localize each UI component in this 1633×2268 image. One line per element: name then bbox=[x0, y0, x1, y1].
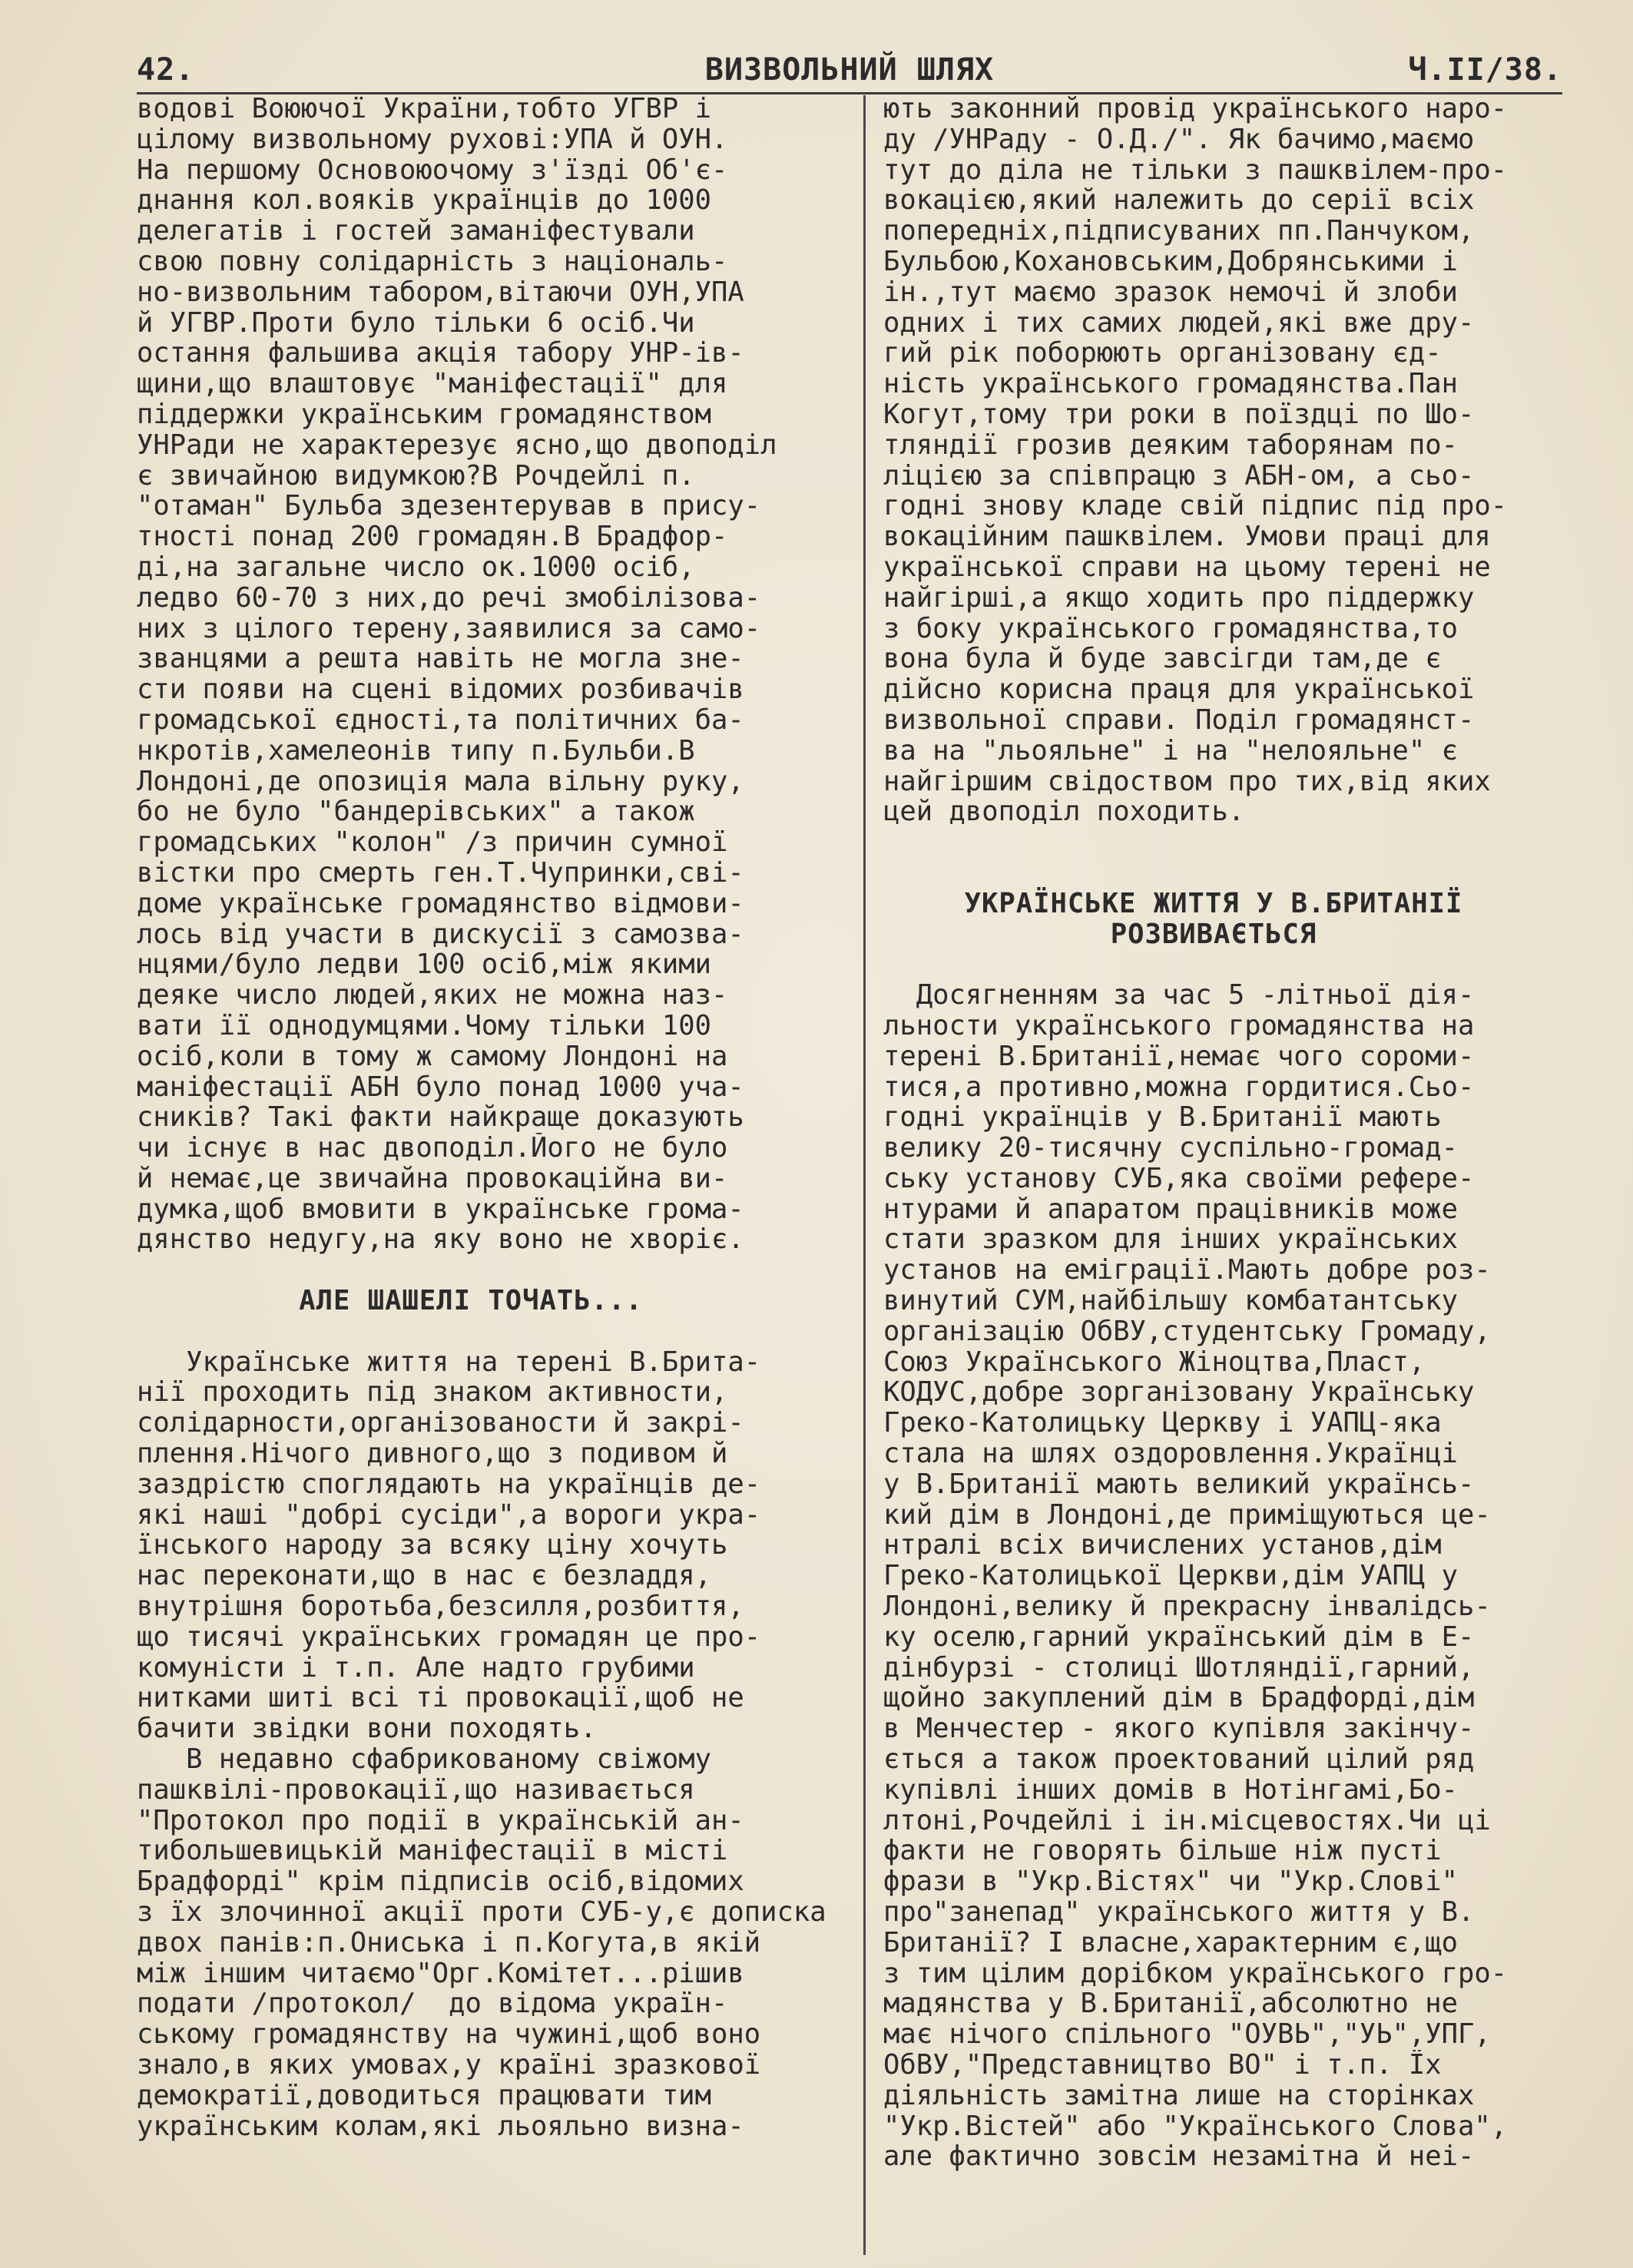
text-line: цей двоподіл походить. bbox=[883, 796, 1245, 828]
text-line: установ на еміграції.Мають добре роз- bbox=[883, 1255, 1491, 1286]
text-line: В недавно сфабрикованому свіжому bbox=[137, 1744, 712, 1775]
text-line: між іншим читаємо"Орг.Комітет...рішив bbox=[137, 1958, 744, 1989]
text-line: думка,щоб вмовити в українське грома- bbox=[137, 1194, 744, 1225]
text-line: піддержки українським громадянством bbox=[137, 399, 712, 430]
text-line: найгірші,а якщо ходить про піддержку bbox=[883, 582, 1475, 614]
text-line: вокацією,який належить до серії всіх bbox=[883, 185, 1475, 217]
text-line: стала на шлях оздоровлення.Українці bbox=[883, 1439, 1459, 1469]
text-line: української справи на цьому терені не bbox=[883, 551, 1491, 583]
text-line: деяке число людей,яких не можна наз- bbox=[137, 980, 728, 1011]
text-line: у В.Британії мають великий українсь- bbox=[883, 1468, 1475, 1500]
text-line: "Протокол про події в українській ан- bbox=[137, 1805, 744, 1836]
text-line: сти появи на сцені відомих розбивачів bbox=[137, 674, 744, 705]
blank-line bbox=[137, 1255, 851, 1286]
text-line: що тисячі українських громадян це про- bbox=[137, 1621, 761, 1653]
text-line: доме українське громадянство відмови- bbox=[137, 888, 744, 919]
text-line: організацію ОбВУ,студентську Громаду, bbox=[883, 1316, 1491, 1347]
text-line: водові Воюючої України,тобто УГВР і bbox=[137, 94, 712, 124]
text-line: й немає,це звичайна провокаційна ви- bbox=[137, 1163, 728, 1194]
text-line: вістки про смерть ген.Т.Чупринки,сві- bbox=[137, 857, 744, 889]
text-line: нії проходить під знаком активности, bbox=[137, 1377, 728, 1409]
text-line: ність українського громадянства.Пан bbox=[883, 369, 1459, 399]
text-line: лтоні,Рочдейлі і ін.місцевостях.Чи ці bbox=[883, 1805, 1491, 1836]
text-line: Греко-Католицьку Церкву і УАПЦ-яка bbox=[883, 1408, 1442, 1439]
issue-number: Ч.II/38. bbox=[1408, 52, 1562, 88]
blank-line bbox=[883, 858, 1575, 889]
text-line: ється а також проектований цілий ряд bbox=[883, 1744, 1475, 1775]
text-line: нитками шиті всі ті провокації,щоб не bbox=[137, 1683, 744, 1714]
text-line: дінбурзі - столиці Шотляндії,гарний, bbox=[883, 1652, 1475, 1684]
text-line: щойно закуплений дім в Брадфорді,дім bbox=[883, 1683, 1475, 1714]
text-line: вона була й буде завсігди там,де є bbox=[883, 644, 1442, 675]
blank-line bbox=[137, 1316, 851, 1347]
text-line: званцями а решта навіть не могла зне- bbox=[137, 644, 744, 675]
text-line: винутий СУМ,найбільшу комбатантську bbox=[883, 1286, 1459, 1316]
text-line: стати зразком для інших українських bbox=[883, 1224, 1459, 1256]
text-line: кий дім в Лондоні,де приміщуються це- bbox=[883, 1499, 1491, 1531]
text-line: з тим цілим дорібком українського гро- bbox=[883, 1958, 1508, 1989]
text-line: але фактично зовсім незамітна й неі- bbox=[883, 2141, 1475, 2173]
right-column bbox=[883, 94, 1575, 2172]
text-line: й УГВР.Проти було тільки 6 осіб.Чи bbox=[137, 307, 695, 339]
text-line: громадської єдності,та політичних ба- bbox=[137, 704, 744, 736]
text-line: дянство недугу,на яку воно не хворіє. bbox=[137, 1224, 744, 1256]
text-line: мадянства у В.Британії,абсолютно не bbox=[883, 1988, 1459, 2020]
text-line: одних і тих самих людей,які вже дру- bbox=[883, 307, 1475, 339]
text-line: щини,що влаштовує "маніфестації" для bbox=[137, 369, 728, 399]
text-line: тибольшевицькій маніфестації в місті bbox=[137, 1836, 728, 1867]
text-line: внутрішня боротьба,безсилля,розбиття, bbox=[137, 1591, 744, 1622]
text-line: бачити звідки вони походять. bbox=[137, 1713, 597, 1745]
text-line: в Менчестер - якого купівля закінчу- bbox=[883, 1713, 1475, 1745]
text-line: факти не говорять більше ніж пусті bbox=[883, 1836, 1442, 1867]
text-line: нтурами й апаратом працівників може bbox=[883, 1194, 1459, 1225]
text-line: Брадфорді" крім підписів осіб,відомих bbox=[137, 1866, 744, 1898]
text-line: найгіршим свідоством про тих,від яких bbox=[883, 766, 1491, 797]
text-line: нкротів,хамелеонів типу п.Бульби.В bbox=[137, 735, 695, 766]
text-line: фрази в "Укр.Вістях" чи "Укр.Слові" bbox=[883, 1866, 1459, 1898]
text-line: На першому Основоюочому з'їзді Об'є- bbox=[137, 154, 728, 186]
text-line: Українське життя на терені В.Брита- bbox=[137, 1346, 761, 1378]
page-header bbox=[137, 52, 1562, 98]
text-line: КОДУС,добре зорганізовану Українську bbox=[883, 1377, 1475, 1409]
text-line: чи існує в нас двоподіл.Його не було bbox=[137, 1133, 728, 1164]
text-line: ін.,тут маємо зразок немочі й злоби bbox=[883, 276, 1459, 308]
text-line: лось від участи в дискусії з самозва- bbox=[137, 919, 744, 950]
text-line: осіб,коли в тому ж самому Лондоні на bbox=[137, 1041, 728, 1072]
section-heading: УКРАЇНСЬКЕ ЖИТТЯ У В.БРИТАНІЇ bbox=[964, 887, 1463, 919]
text-line: Британії? І власне,характерним є,що bbox=[883, 1927, 1459, 1958]
text-line: "отаман" Бульба здезентерував в прису- bbox=[137, 491, 761, 522]
text-line: знало,в яких умовах,у країні зразкової bbox=[137, 2050, 761, 2081]
text-line: попередніх,підписуваних пп.Панчуком, bbox=[883, 216, 1475, 247]
left-column bbox=[137, 94, 851, 2141]
text-line: цілому визвольному рухові:УПА й ОУН. bbox=[137, 124, 728, 155]
text-line: тності понад 200 громадян.В Брадфор- bbox=[137, 521, 728, 552]
text-line: заздрістю споглядають на українців де- bbox=[137, 1468, 761, 1500]
text-line: Бульбою,Кохановським,Добрянськими і bbox=[883, 246, 1459, 277]
blank-line bbox=[883, 827, 1575, 858]
text-line: Союз Українського Жіноцтва,Пласт, bbox=[883, 1346, 1426, 1378]
text-line: з боку українського громадянства,то bbox=[883, 613, 1459, 644]
text-line: Греко-Католицької Церкви,дім УАПЦ у bbox=[883, 1561, 1459, 1592]
text-line: громадських "колон" /з причин сумної bbox=[137, 827, 728, 858]
text-line: "Укр.Вістей" або "Українського Слова", bbox=[883, 2111, 1508, 2142]
text-line: ську установу СУБ,яка своїми рефере- bbox=[883, 1163, 1475, 1194]
text-line: гий рік поборюють організовану єд- bbox=[883, 338, 1442, 369]
text-line: Лондоні,де опозиція мала вільну руку, bbox=[137, 766, 744, 797]
text-line: ва на "льояльне" і на "нелояльне" є bbox=[883, 735, 1459, 766]
text-line: них з цілого терену,заявилися за само- bbox=[137, 613, 761, 644]
text-line: тут до діла не тільки з пашквілем-про- bbox=[883, 154, 1508, 186]
text-line: днання кол.вояків українців до 1000 bbox=[137, 185, 712, 217]
text-line: Лондоні,велику й прекрасну інвалідсь- bbox=[883, 1591, 1491, 1622]
section-heading: АЛЕ ШАШЕЛІ ТОЧАТЬ... bbox=[299, 1285, 643, 1317]
text-line: Досягненням за час 5 -літньої дія- bbox=[883, 980, 1475, 1011]
text-line: демократії,доводиться працювати тим bbox=[137, 2080, 712, 2111]
text-line: ду /УНРаду - О.Д./". Як бачимо,маємо bbox=[883, 124, 1475, 155]
blank-line bbox=[883, 949, 1575, 980]
text-line: нас переконати,що в нас є безладдя, bbox=[137, 1561, 712, 1592]
text-line: пашквілі-провокації,що називається bbox=[137, 1774, 695, 1806]
text-line: вокаційним пашквілем. Умови праці для bbox=[883, 521, 1491, 552]
text-line: сників? Такі факти найкраще доказують bbox=[137, 1102, 744, 1134]
text-line: бо не було "бандерівських" а також bbox=[137, 796, 695, 828]
text-line: купівлі інших домів в Нотінгамі,Бо- bbox=[883, 1774, 1459, 1806]
text-line: є звичайною видумкою?В Рочдейлі п. bbox=[137, 460, 695, 492]
text-line: солідарности,організованости й закрі- bbox=[137, 1408, 744, 1439]
text-line: УНРади не характерезує ясно,що двоподіл bbox=[137, 429, 777, 461]
text-line: їнського народу за всяку ціну хочуть bbox=[137, 1530, 728, 1561]
text-line: делегатів і гостей заманіфестували bbox=[137, 216, 695, 247]
text-line: Когут,тому три роки в поїздці по Шо- bbox=[883, 399, 1475, 430]
publication-title: ВИЗВОЛЬНИЙ ШЛЯХ bbox=[704, 52, 995, 88]
text-line: свою повну солідарність з національ- bbox=[137, 246, 728, 277]
text-line: має нічого спільного "ОУВЬ","УЬ",УПГ, bbox=[883, 2019, 1491, 2050]
text-line: нтралі всіх вичислених установ,дім bbox=[883, 1530, 1442, 1561]
text-line: ють законний провід українського наро- bbox=[883, 94, 1508, 124]
text-line: годні знову кладе свій підпис під про- bbox=[883, 491, 1508, 522]
text-line: комуністи і т.п. Але надто грубими bbox=[137, 1652, 695, 1684]
text-line: з їх злочинної акції проти СУБ-у,є дописка bbox=[137, 1897, 826, 1928]
text-line: які наші "добрі сусіди",а вороги укра- bbox=[137, 1499, 761, 1531]
text-line: маніфестації АБН було понад 1000 уча- bbox=[137, 1071, 744, 1103]
text-line: ОбВУ,"Представництво ВО" і т.п. Їх bbox=[883, 2050, 1442, 2081]
text-line: нцями/було ледви 100 осіб,між якими bbox=[137, 949, 712, 981]
text-line: ку оселю,гарний український дім в Е- bbox=[883, 1621, 1475, 1653]
page-number: 42. bbox=[137, 52, 195, 88]
text-line: українським колам,які льояльно визна- bbox=[137, 2111, 744, 2142]
section-heading: РОЗВИВАЄТЬСЯ bbox=[1110, 918, 1317, 950]
text-line: тися,а противно,можна гордитися.Сьо- bbox=[883, 1071, 1475, 1103]
text-line: визвольної справи. Поділ громадянст- bbox=[883, 704, 1475, 736]
text-line: двох панів:п.Ониська і п.Когута,в якій bbox=[137, 1927, 761, 1958]
text-line: терені В.Британії,немає чого сороми- bbox=[883, 1041, 1475, 1072]
text-line: ді,на загальне число ок.1000 осіб, bbox=[137, 551, 695, 583]
text-line: діяльність замітна лише на сторінках bbox=[883, 2080, 1475, 2111]
column-divider bbox=[863, 95, 866, 2255]
text-line: про"занепад" українського життя у В. bbox=[883, 1897, 1475, 1928]
text-line: велику 20-тисячну суспільно-громад- bbox=[883, 1133, 1459, 1164]
text-line: дійсно корисна праця для української bbox=[883, 674, 1475, 705]
text-line: остання фальшива акція табору УНР-ів- bbox=[137, 338, 744, 369]
text-line: плення.Нічого дивного,що з подивом й bbox=[137, 1439, 728, 1469]
text-line: ледво 60-70 з них,до речі змобілізова- bbox=[137, 582, 761, 614]
text-line: годні українців у В.Британії мають bbox=[883, 1102, 1442, 1134]
text-line: вати її однодумцями.Чому тільки 100 bbox=[137, 1010, 712, 1041]
text-line: тляндії грозив деяким таборянам по- bbox=[883, 429, 1459, 461]
text-line: ському громадянству на чужині,щоб воно bbox=[137, 2019, 761, 2050]
text-line: льности українського громадянства на bbox=[883, 1010, 1475, 1041]
text-line: ліцією за співпрацю з АБН-ом, а сьо- bbox=[883, 460, 1475, 492]
text-line: но-визвольним табором,вітаючи ОУН,УПА bbox=[137, 276, 744, 308]
text-line: подати /протокол/ до відома україн- bbox=[137, 1988, 728, 2020]
